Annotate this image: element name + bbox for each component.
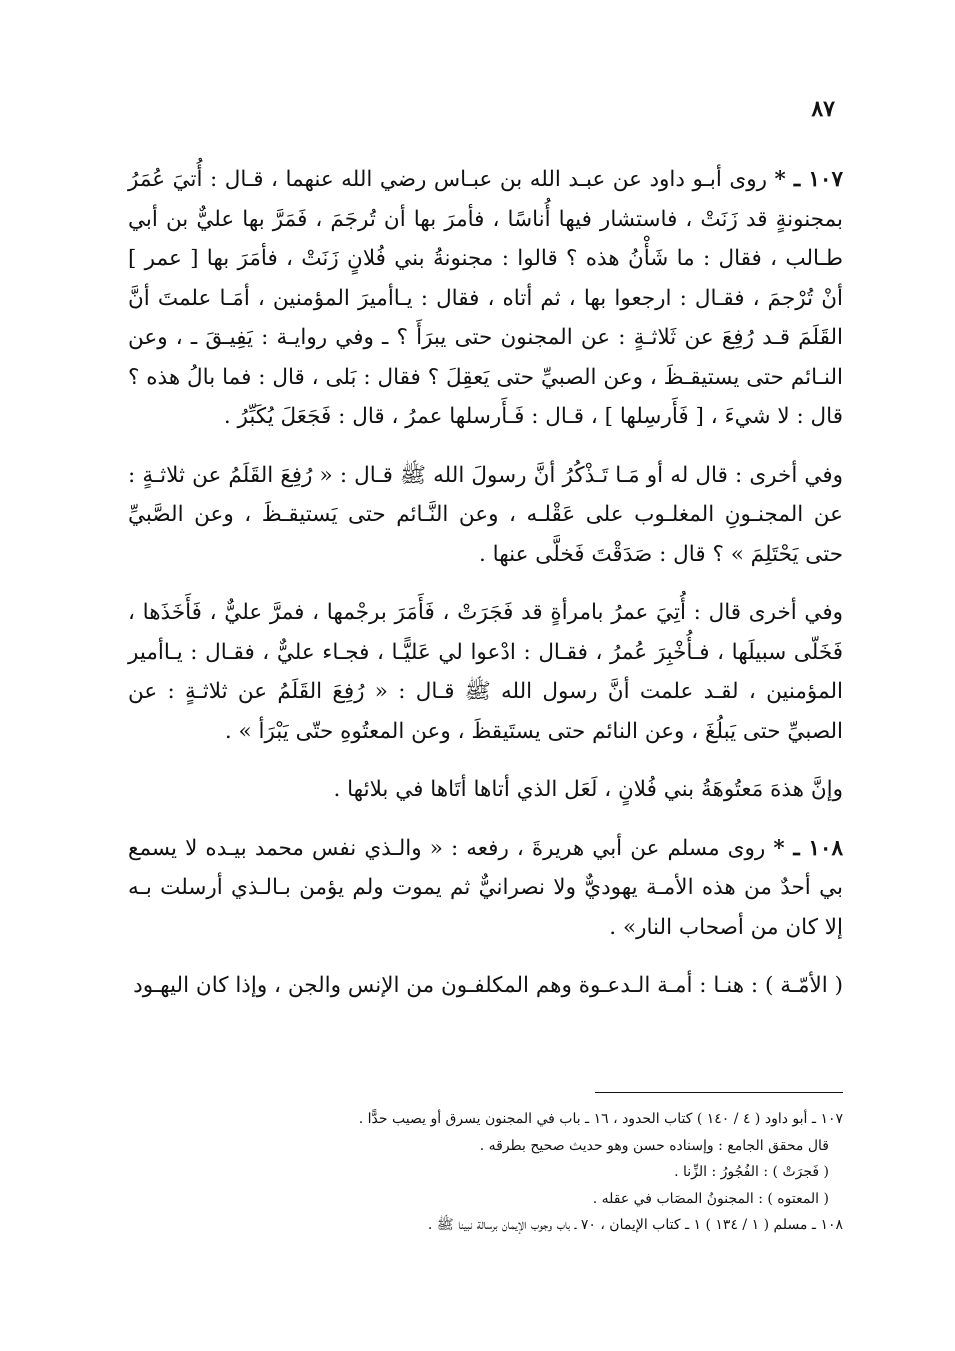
paragraph-text: روى أبـو داود عن عبـد الله بن عبـاس رضي الله عنهما ، قـال : أُتيَ عُمَرُ بمجنونةٍ قد زَنَتْ ، فاستشار فيها أُناسًا ، فأمرَ بها أن تُرجَمَ ، فَمَرَّ بها عليٌّ بن أبي طـالب ، فقال : ما شَأْنُ هذه ؟ قالوا : مجنونةُ بني فُلانٍ زَنَتْ ، فأمَرَ بها [ عمر ] أنْ تُرْجمَ ، فقـال : ارجعوا بها ، ثم أتاه ، فقال : يـاأميرَ المؤمنين ، أمَـا علمتَ أنَّ القَلَمَ قـد رُفِعَ عن ثَلاثـةٍ : عن المجنون حتى يبرَأَ ؟ ـ وفي روايـة : يَفِيـقَ ـ ، وعن النـائم حتى يستيقـظَ ، وعن الصبيِّ حتى يَعقِلَ ؟ فقال : بَلى ، قال : فما بالُ هذه ؟ قال : لا شيءَ ، [ فَأَرسِلها ] ، قـال : فَـأَرسلها عمرُ ، قال : فَجَعَلَ يُكَبِّرُ .	[128, 167, 843, 429]
footnote-107: ١٠٧ ـ أبو داود ( ٤ / ١٤٠ ) كتاب الحدود ، ١٦ ـ باب في المجنون يسرق أو يصيب حدًّا .	[358, 1111, 843, 1127]
footnotes	[128, 1106, 843, 1239]
paragraph-commentary	[128, 966, 843, 1006]
paragraph-text: وفي أخرى قال : أُتِيَ عمرُ بامرأةٍ قد فَجَرَتْ ، فَأَمَرَ برجْمها ، فمرَّ عليٌّ ، فَأَخَذَها ، فَخَلّى سبيلَها ، فـأُخْبِرَ عُمرُ ، فقـال : ادْعوا لي عَليًّـا ، فجـاء عليٌّ ، فقـال : يـاأمير المؤمنين ، لقـد علمت أنَّ رسول الله ﷺ قـال : « رُفِعَ القَلَمُ عن ثلاثـةٍ : عن الصبيِّ حتى يَبلُغَ ، وعن النائم حتى يستَيقظَ ، وعن المعتُوهِ حتّى يَبْرَأ » .	[128, 600, 843, 744]
hadith-number: ١٠٨ ـ *	[773, 835, 843, 861]
paragraph-hadith-107	[128, 160, 843, 437]
paragraph-variant-2-end	[128, 770, 843, 810]
footnote-note: قال محقق الجامع : وإسناده حسن وهو حديث صحيح بطرقه .	[479, 1137, 829, 1154]
footnote-108: ١٠٨ ـ مسلم ( ١ / ١٣٤ ) ١ ـ كتاب الإيمان ، ٧٠ ـ باب وجوب الإيمان برسالة نبينا ﷺ .	[427, 1217, 843, 1233]
hadith-number: ١٠٧ ـ *	[774, 167, 843, 192]
footnote-note: ( فَجرَتْ ) : الفُجُورُ : الزِّنا .	[674, 1164, 829, 1180]
paragraph-text: ( الأمّـة ) : هنـا : أمـة الـدعـوة وهم المكلفـون من الإنس والجن ، وإذا كان اليهـود	[133, 973, 843, 998]
paragraph-text: روى مسلم عن أبي هريرةَ ، رفعه : « والـذي نفس محمد بيـده لا يسمع بي أحدٌ من هذه الأمـة يهوديٌّ ولا نصرانيٌّ ثم يموت ولم يؤمن بـالـذي أرسلت بـه إلا كان من أصحاب النار» .	[128, 835, 843, 940]
paragraph-variant-1	[128, 456, 843, 575]
paragraph-variant-2	[128, 593, 843, 751]
paragraph-hadith-108	[128, 829, 843, 948]
paragraph-text: وفي أخرى : قال له أو مَـا تَـذْكُرُ أنَّ رسولَ الله ﷺ قـال : « رُفِعَ القَلَمُ عن ثلاثـةٍ : عن المجنـونِ المغلـوب على عَقْلـه ، وعن النَّـائم حتى يَستيقـظَ ، وعن الصَّبيِّ حتى يَحْتَلِمَ » ؟ قال : صَدَقْتَ فَخلَّى عنها .	[128, 462, 843, 567]
footnote-divider	[595, 1092, 843, 1093]
page-number: ٨٧	[811, 96, 835, 122]
paragraph-text: وإنَّ هذهَ مَعتُوهَةُ بني فُلانٍ ، لَعَل الذي أتاها أتَاها في بلائها .	[333, 777, 843, 802]
main-text	[128, 160, 843, 1025]
footnote-note: ( المعتوه ) : المجنونُ المصَاب في عقله .	[592, 1190, 829, 1207]
